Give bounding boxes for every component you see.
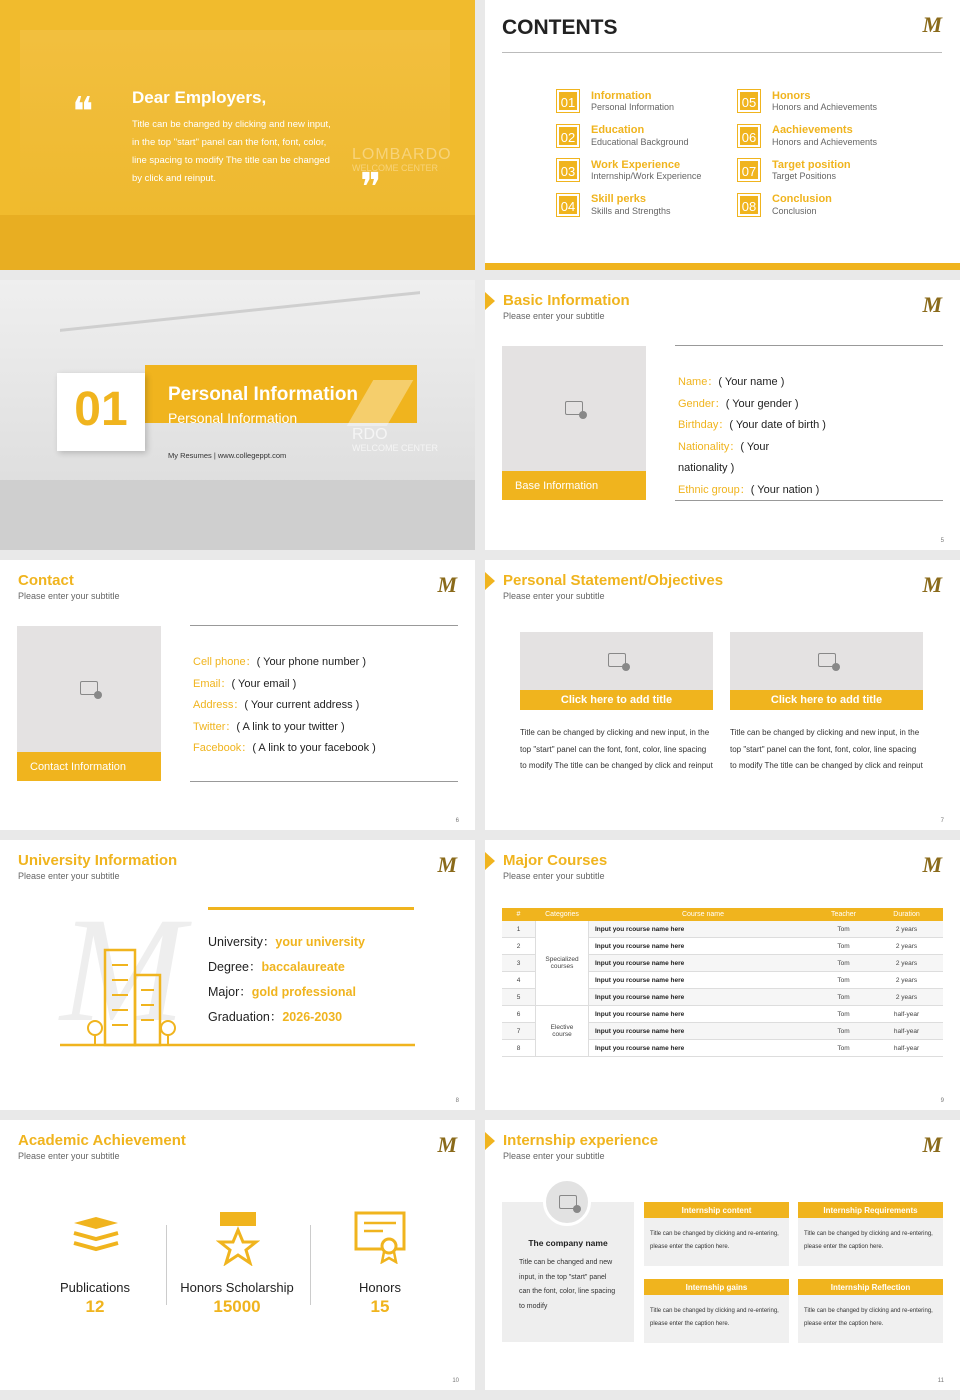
info-value[interactable]: ( Your [740, 440, 770, 453]
internship-box-title[interactable]: Internship content [644, 1202, 789, 1218]
duration: 2 years [895, 925, 918, 933]
contents-item-subtitle: Personal Information [591, 102, 675, 112]
duration: 2 years [895, 942, 918, 950]
info-label: Address： [193, 699, 245, 712]
contents-number: 01 [557, 90, 579, 112]
logo-icon: M [437, 572, 457, 597]
footer-bar [485, 263, 960, 270]
info-label: Facebook： [193, 742, 253, 755]
info-label: Twitter： [193, 720, 237, 733]
duration: 2 years [895, 976, 918, 984]
info-label: Gender： [678, 397, 726, 410]
slide-dear-employers[interactable] [0, 0, 475, 270]
row-number: 3 [516, 959, 521, 967]
info-row [193, 674, 376, 696]
courses-table [502, 908, 943, 1057]
contents-item-title[interactable]: Skill perks [591, 193, 647, 205]
slide-subtitle: Please enter your subtitle [503, 871, 605, 881]
slide-title: Major Courses [503, 852, 608, 869]
slide-major-courses[interactable] [485, 840, 960, 1110]
image-icon [80, 681, 98, 695]
table-header [502, 908, 943, 921]
university-row [208, 930, 365, 955]
contents-item-title[interactable]: Aachievements [772, 124, 853, 136]
table-header-cell: Teacher [831, 911, 856, 918]
background-sign: RDO [352, 426, 388, 443]
greeting-body: Title can be changed by clicking and new input, in the top "start" panel can the font, font, color, line spacing to modify The title can be changed by click and reinput. [132, 119, 331, 184]
medal-icon [216, 1210, 260, 1266]
course-name[interactable]: Input you rcourse name here [595, 925, 685, 933]
university-row [208, 955, 365, 980]
title-arrow-icon [485, 852, 495, 870]
internship-box-text: Title can be changed by clicking and re-entering, please enter the caption here. [644, 1295, 789, 1343]
table-header-cell: # [516, 911, 521, 918]
title-arrow-icon [485, 1132, 495, 1150]
university-value[interactable]: gold professional [251, 985, 356, 999]
university-label: Major： [208, 985, 252, 999]
slide-title: University Information [18, 852, 178, 869]
card-image-placeholder[interactable] [730, 632, 923, 690]
contents-number: 08 [738, 194, 760, 216]
image-icon [559, 1195, 577, 1209]
section-title: Personal Information [168, 384, 359, 405]
course-name[interactable]: Input you rcourse name here [595, 1010, 685, 1018]
contents-item-subtitle: Honors and Achievements [772, 136, 878, 147]
title-arrow-icon [485, 572, 495, 590]
logo-icon: M [922, 292, 942, 317]
company-description: Title can be changed and new input, in the top "start" panel can the font, color, line spacing to modify [519, 1259, 616, 1310]
contents-number: 06 [738, 125, 760, 147]
slide-header [18, 572, 120, 601]
contents-item-title[interactable]: Conclusion [772, 193, 832, 205]
company-logo-placeholder[interactable] [543, 1178, 591, 1226]
greeting-heading: Dear Employers, [132, 88, 267, 107]
university-label: University： [208, 935, 276, 949]
category-specialized: Specialized courses [535, 921, 589, 1006]
internship-box-text: Title can be changed by clicking and re-entering, please enter the caption here. [798, 1295, 943, 1343]
teacher: Tom [837, 976, 850, 984]
slide-header [18, 852, 177, 881]
slide-header [503, 292, 630, 321]
slide-title: Basic Information [503, 292, 630, 309]
slide-personal-statement[interactable] [485, 560, 960, 830]
teacher: Tom [837, 1010, 850, 1018]
table-body [502, 921, 943, 1057]
info-list [678, 372, 826, 502]
teacher: Tom [837, 959, 850, 967]
logo-icon: M [437, 852, 457, 877]
contents-number: 04 [557, 194, 579, 216]
image-icon [608, 653, 626, 667]
info-row [193, 652, 376, 674]
course-name[interactable]: Input you rcourse name here [595, 993, 685, 1001]
stat-label: Honors Scholarship [180, 1280, 294, 1295]
university-value[interactable]: 2026-2030 [282, 1010, 343, 1024]
slide-academic-achievement[interactable] [0, 1120, 475, 1390]
card-text: Title can be changed by clicking and new input, in the top "start" panel can the font, font, color, line spacing to modify The title can be changed by click and reinput [520, 728, 713, 770]
contents-title: CONTENTS [502, 16, 618, 39]
books-icon [70, 1215, 122, 1257]
info-value[interactable]: ( Your name ) [718, 376, 785, 388]
teacher: Tom [837, 993, 850, 1001]
page-number: 11 [937, 1378, 944, 1384]
info-value[interactable]: ( Your email ) [231, 677, 297, 690]
course-name[interactable]: Input you rcourse name here [595, 1044, 685, 1052]
info-value[interactable]: ( Your phone number ) [256, 656, 367, 668]
duration: half-year [893, 1027, 920, 1035]
internship-box-text: Title can be changed by clicking and re-entering, please enter the caption here. [644, 1218, 789, 1266]
internship-box-title[interactable]: Internship Requirements [798, 1202, 943, 1218]
slide-header [503, 1132, 658, 1161]
university-value[interactable]: your university [275, 935, 365, 949]
image-icon [565, 401, 583, 415]
contents-item-subtitle: Educational Background [591, 136, 689, 147]
card-image-placeholder[interactable] [520, 632, 713, 690]
slide-subtitle: Please enter your subtitle [18, 591, 120, 601]
contents-item-subtitle: Internship/Work Experience [591, 171, 702, 181]
info-value[interactable]: ( Your current address ) [244, 699, 360, 712]
table-header-cell: Categories [545, 911, 579, 918]
slide-header [18, 1132, 186, 1161]
divider-bottom [190, 781, 458, 782]
stat-value: 12 [85, 1297, 105, 1316]
slide-subtitle: Please enter your subtitle [503, 311, 605, 321]
slide-title: Academic Achievement [18, 1132, 186, 1149]
open-quote-icon: ❝ [72, 89, 94, 135]
info-value[interactable]: ( A link to your twitter ) [236, 720, 345, 733]
table-header-cell: Duration [893, 911, 920, 918]
internship-box-text: Title can be changed by clicking and re-entering, please enter the caption here. [798, 1218, 943, 1266]
contents-item-subtitle: Honors and Achievements [772, 102, 878, 112]
contents-item-subtitle: Skills and Strengths [591, 205, 671, 216]
university-list [208, 930, 365, 1030]
info-label: Birthday： [678, 419, 730, 432]
info-value[interactable]: ( Your nation ) [750, 483, 820, 496]
info-row [678, 372, 826, 394]
contents-number: 03 [557, 159, 579, 181]
course-name[interactable]: Input you rcourse name here [595, 959, 685, 967]
page-number: 6 [455, 818, 459, 824]
row-number: 6 [516, 1010, 521, 1018]
slide-contact[interactable] [0, 560, 475, 830]
info-label: Email： [193, 677, 232, 690]
logo-icon: M [437, 1132, 457, 1157]
watermark-logo: M [60, 887, 185, 1053]
photo-label: Contact Information [17, 752, 161, 781]
info-value[interactable]: ( Your date of birth ) [729, 419, 826, 432]
info-row [678, 458, 826, 480]
contents-item-title[interactable]: Honors [772, 89, 811, 102]
university-value[interactable]: baccalaureate [261, 960, 345, 974]
slide-section-personal-information[interactable] [0, 280, 475, 550]
ground-band [0, 480, 475, 550]
contents-item-title[interactable]: Target position [772, 158, 851, 171]
logo-icon: M [922, 572, 942, 597]
course-name[interactable]: Input you rcourse name here [595, 1027, 685, 1035]
teacher: Tom [837, 1044, 850, 1052]
row-number: 2 [516, 942, 521, 950]
category-elective: Elective course [535, 1006, 589, 1057]
contents-item-title[interactable]: Work Experience [591, 158, 681, 171]
slide-subtitle: Please enter your subtitle [503, 591, 605, 601]
contents-item-subtitle: Target Positions [772, 171, 837, 181]
info-label: Name： [678, 376, 719, 388]
teacher: Tom [837, 942, 850, 950]
info-row [678, 394, 826, 416]
slide-contents[interactable] [485, 0, 960, 270]
logo-icon: M [922, 852, 942, 877]
divider-top [675, 345, 943, 346]
teacher: Tom [837, 925, 850, 933]
background-sign-sub: WELCOME CENTER [352, 443, 439, 453]
stat-label: Publications [59, 1280, 131, 1295]
info-row [678, 480, 826, 502]
company-name: The company name [528, 1238, 608, 1248]
photo-label: Base Information [502, 471, 646, 500]
info-row [193, 738, 376, 760]
contents-number: 05 [738, 90, 760, 112]
duration: half-year [893, 1044, 920, 1052]
info-row [678, 437, 826, 459]
divider-top [190, 625, 458, 626]
contents-item-subtitle: Conclusion [772, 205, 817, 216]
section-subtitle: Personal Information [168, 410, 298, 426]
duration: 2 years [895, 959, 918, 967]
duration: half-year [893, 1010, 920, 1018]
university-label: Degree： [208, 960, 262, 974]
slide-subtitle: Please enter your subtitle [18, 871, 120, 881]
logo-icon: M [922, 12, 942, 37]
close-quote-icon: ❞ [360, 165, 382, 211]
slide-subtitle: Please enter your subtitle [503, 1151, 605, 1161]
university-row [208, 1005, 365, 1030]
certificate-icon [353, 1210, 407, 1264]
slide-header [503, 572, 723, 601]
card-title-button[interactable]: Click here to add title [730, 690, 923, 710]
slide-title: Contact [18, 572, 74, 589]
logo-icon: M [922, 1132, 942, 1157]
contents-item-title[interactable]: Information [591, 89, 652, 102]
divider-bottom [675, 500, 943, 501]
info-value[interactable]: ( Your gender ) [725, 397, 799, 410]
row-number: 8 [516, 1044, 521, 1052]
course-name[interactable]: Input you rcourse name here [595, 976, 685, 984]
section-number: 01 [74, 383, 128, 436]
duration: 2 years [895, 993, 918, 1001]
photo-placeholder[interactable] [17, 626, 161, 752]
info-row [193, 717, 376, 739]
background-sign-sub: WELCOME CENTER [352, 163, 439, 173]
info-label: Nationality： [678, 440, 741, 453]
row-number: 4 [516, 976, 521, 984]
info-row [678, 415, 826, 437]
row-number: 1 [516, 925, 521, 933]
row-number: 7 [516, 1027, 521, 1035]
title-arrow-icon [485, 292, 495, 310]
photo-placeholder[interactable] [502, 346, 646, 471]
stat-value: 15000 [213, 1297, 261, 1316]
university-label: Graduation： [208, 1010, 283, 1024]
accent-line [208, 907, 414, 910]
card-text: Title can be changed by clicking and new input, in the top "start" panel can the font, font, color, line spacing to modify The title can be changed by click and reinput [730, 728, 923, 770]
info-label: Ethnic group： [678, 483, 751, 496]
section-footer: My Resumes | www.collegeppt.com [168, 451, 287, 460]
slide-title: Internship experience [503, 1132, 659, 1149]
info-value[interactable]: nationality ) [678, 462, 735, 475]
internship-box-title[interactable]: Internship gains [644, 1279, 789, 1295]
university-row [208, 980, 365, 1005]
slide-subtitle: Please enter your subtitle [18, 1151, 120, 1161]
background-band [0, 215, 475, 270]
row-number: 5 [516, 993, 521, 1001]
image-icon [818, 653, 836, 667]
contents-item-title[interactable]: Education [591, 124, 645, 136]
slide-title: Personal Statement/Objectives [503, 572, 724, 589]
page-number: 10 [452, 1378, 459, 1384]
page-number: 5 [940, 538, 944, 544]
page-number: 9 [940, 1098, 944, 1104]
info-row [193, 695, 376, 717]
table-header-cell: Course name [681, 911, 725, 918]
slide-basic-information[interactable] [485, 280, 960, 550]
page-number: 7 [940, 818, 944, 824]
slide-university-information[interactable] [0, 840, 475, 1110]
stat-label: Honors [359, 1280, 401, 1295]
contents-number: 07 [738, 159, 760, 181]
background-sign: LOMBARDO [352, 146, 452, 163]
card-title-button[interactable]: Click here to add title [520, 690, 713, 710]
contact-list [193, 652, 376, 760]
course-name[interactable]: Input you rcourse name here [595, 942, 685, 950]
page-number: 8 [455, 1098, 459, 1104]
info-value[interactable]: ( A link to your facebook ) [252, 742, 376, 755]
info-label: Cell phone： [193, 656, 257, 668]
contents-number: 02 [557, 125, 579, 147]
teacher: Tom [837, 1027, 850, 1035]
divider [502, 52, 942, 53]
internship-box-title[interactable]: Internship Reflection [798, 1279, 943, 1295]
slide-header [503, 852, 607, 881]
slide-internship-experience[interactable] [485, 1120, 960, 1390]
stat-value: 15 [370, 1297, 390, 1316]
